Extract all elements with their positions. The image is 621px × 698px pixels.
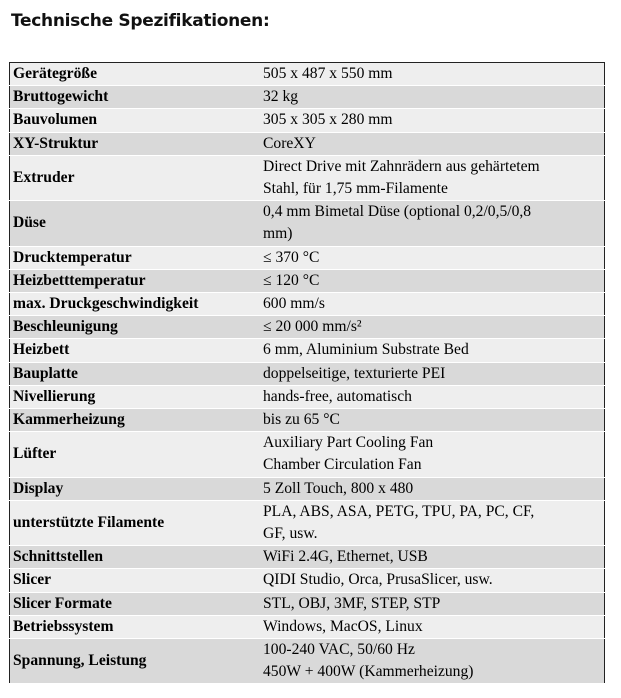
spec-label: Slicer	[10, 569, 261, 592]
table-row	[10, 86, 605, 109]
spec-value	[260, 339, 605, 362]
spec-value-line: 32 kg	[263, 88, 299, 106]
spec-label: Lüfter	[10, 432, 261, 477]
spec-value	[260, 639, 605, 684]
spec-value-line: 100-240 VAC, 50/60 Hz	[263, 641, 415, 659]
table-row	[10, 569, 605, 592]
spec-label: max. Druckgeschwindigkeit	[10, 293, 261, 316]
spec-value-line: Chamber Circulation Fan	[263, 456, 422, 474]
table-row	[10, 316, 605, 339]
spec-label: Betriebssystem	[10, 615, 261, 638]
table-row	[10, 293, 605, 316]
spec-value-line: 505 x 487 x 550 mm	[263, 65, 393, 82]
table-row	[10, 477, 605, 500]
spec-value	[260, 615, 605, 638]
spec-value-line: ≤ 20 000 mm/s²	[263, 318, 362, 336]
spec-value-line: Stahl, für 1,75 mm-Filamente	[263, 180, 448, 198]
spec-label: Drucktemperatur	[10, 246, 261, 269]
table-row	[10, 592, 605, 615]
spec-value-line: mm)	[263, 225, 293, 243]
spec-value-line: Windows, MacOS, Linux	[263, 617, 423, 635]
table-row	[10, 201, 605, 246]
spec-value-line: CoreXY	[263, 134, 316, 152]
spec-table	[9, 62, 605, 684]
spec-value	[260, 293, 605, 316]
spec-value-line: 0,4 mm Bimetal Düse (optional 0,2/0,5/0,8	[263, 203, 532, 221]
table-row	[10, 432, 605, 477]
spec-value	[260, 500, 605, 545]
table-row	[10, 639, 605, 684]
table-row	[10, 385, 605, 408]
spec-value	[260, 316, 605, 339]
table-row	[10, 362, 605, 385]
table-row	[10, 132, 605, 155]
spec-value	[260, 569, 605, 592]
spec-label: Slicer Formate	[10, 592, 261, 615]
spec-value-line: QIDI Studio, Orca, PrusaSlicer, usw.	[263, 571, 493, 589]
spec-label: Düse	[10, 201, 261, 246]
spec-value-line: GF, usw.	[263, 525, 318, 543]
spec-value	[260, 385, 605, 408]
spec-value-line: 5 Zoll Touch, 800 x 480	[263, 479, 414, 497]
table-row	[10, 409, 605, 432]
table-row	[10, 615, 605, 638]
spec-value	[260, 132, 605, 155]
spec-value-line: 600 mm/s	[263, 295, 325, 313]
spec-value-line: 305 x 305 x 280 mm	[263, 111, 393, 129]
spec-value-line: Direct Drive mit Zahnrädern aus gehärtetem	[263, 157, 540, 175]
spec-label: Heizbetttemperatur	[10, 269, 261, 292]
spec-label: Bauvolumen	[10, 109, 261, 132]
spec-value	[260, 592, 605, 615]
spec-value-line: Auxiliary Part Cooling Fan	[263, 434, 434, 452]
table-row	[10, 63, 605, 86]
spec-label: Schnittstellen	[10, 546, 261, 569]
spec-value-line: PLA, ABS, ASA, PETG, TPU, PA, PC, CF,	[263, 502, 535, 520]
spec-value	[260, 63, 605, 86]
spec-value	[260, 477, 605, 500]
spec-value-line: bis zu 65 °C	[263, 411, 340, 429]
table-row	[10, 155, 605, 200]
spec-value	[260, 155, 605, 200]
spec-label: Display	[10, 477, 261, 500]
spec-value-line: doppelseitige, texturierte PEI	[263, 364, 446, 382]
spec-label: Gerätegröße	[10, 63, 261, 86]
spec-label: Kammerheizung	[10, 409, 261, 432]
spec-value	[260, 546, 605, 569]
spec-value-line: 6 mm, Aluminium Substrate Bed	[263, 341, 469, 359]
table-row	[10, 246, 605, 269]
spec-value-line: ≤ 120 °C	[263, 271, 320, 289]
spec-value	[260, 109, 605, 132]
page-title: Technische Spezifikationen:	[11, 11, 270, 31]
table-row	[10, 339, 605, 362]
spec-label: XY-Struktur	[10, 132, 261, 155]
spec-value	[260, 201, 605, 246]
table-row	[10, 500, 605, 545]
spec-value	[260, 409, 605, 432]
spec-value	[260, 246, 605, 269]
table-row	[10, 546, 605, 569]
spec-value-line: hands-free, automatisch	[263, 387, 412, 405]
spec-label: Extruder	[10, 155, 261, 200]
spec-value	[260, 269, 605, 292]
spec-label: Spannung, Leistung	[10, 639, 261, 684]
table-row	[10, 109, 605, 132]
spec-value-line: WiFi 2.4G, Ethernet, USB	[263, 548, 428, 566]
spec-table-body	[10, 63, 605, 684]
spec-value	[260, 362, 605, 385]
spec-value-line: STL, OBJ, 3MF, STEP, STP	[263, 594, 441, 612]
spec-value	[260, 432, 605, 477]
spec-label: Beschleunigung	[10, 316, 261, 339]
spec-label: Bauplatte	[10, 362, 261, 385]
spec-label: Bruttogewicht	[10, 86, 261, 109]
spec-value	[260, 86, 605, 109]
spec-value-line: 450W + 400W (Kammerheizung)	[263, 663, 474, 681]
spec-label: Nivellierung	[10, 385, 261, 408]
spec-label: unterstützte Filamente	[10, 500, 261, 545]
spec-label: Heizbett	[10, 339, 261, 362]
spec-value-line: ≤ 370 °C	[263, 248, 320, 266]
table-row	[10, 269, 605, 292]
